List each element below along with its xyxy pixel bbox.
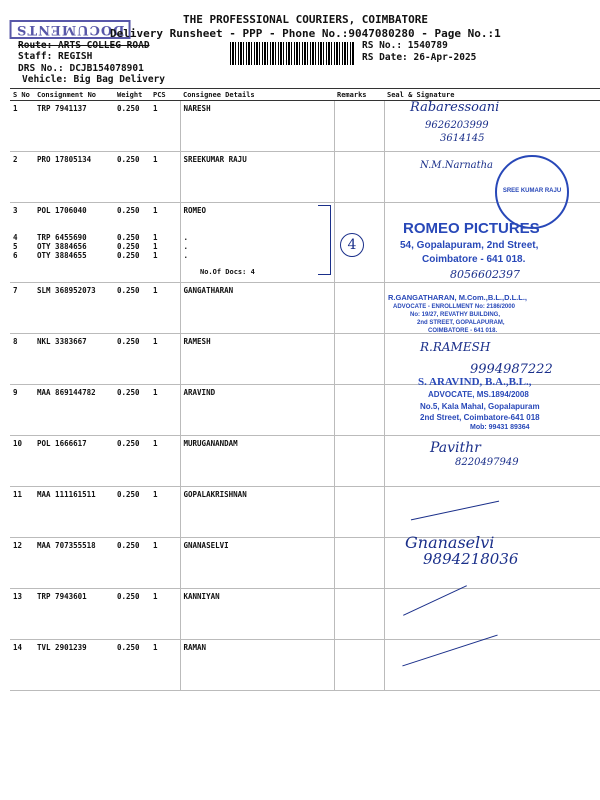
cell-remarks	[334, 334, 384, 385]
cell-consignee: MURUGANANDAM	[180, 436, 334, 487]
row-sno: 6	[13, 251, 18, 260]
cell-pcs: 1	[150, 436, 180, 487]
row-wt: 0.250	[117, 206, 140, 215]
route: Route: ARTS COLLEG ROAD	[18, 40, 150, 51]
cell-pcs: 1	[150, 101, 180, 152]
table-row	[10, 487, 600, 538]
cell-consignee: ARAVIND	[180, 385, 334, 436]
romeo-stamp-city: Coimbatore - 641 018.	[422, 254, 526, 265]
cell-signature	[384, 487, 600, 538]
col-pcs: PCS	[150, 89, 180, 101]
cell-consignee: RAMESH	[180, 334, 334, 385]
handwritten-phone: 9626203999	[425, 120, 489, 131]
cell-weight: 0.250	[114, 101, 150, 152]
handwritten-phone: 9894218036	[423, 550, 519, 568]
cell-remarks	[334, 101, 384, 152]
cell-consignee: GNANASELVI	[180, 538, 334, 589]
signature-row1: Rabaressoani	[410, 100, 500, 115]
cell-sno: 7	[10, 283, 34, 334]
cell-sno: 9	[10, 385, 34, 436]
staff: Staff: REGISH	[18, 51, 93, 62]
row-wt: 0.250	[117, 242, 140, 251]
runsheet-line: Delivery Runsheet - PPP - Phone No.:9047080280 - Page No.:1	[110, 27, 501, 40]
advocate2-stamp-line: 2nd Street, Coimbatore-641 018	[420, 413, 540, 422]
cell-weight: 0.250	[114, 283, 150, 334]
cell-consignee: NARESH	[180, 101, 334, 152]
advocate2-stamp-line: No.5, Kala Mahal, Gopalapuram	[420, 402, 540, 411]
row-wt: 0.250	[117, 233, 140, 242]
cell-consignment: POL 1666617	[34, 436, 114, 487]
advocate2-stamp-line: Mob: 99431 89364	[470, 424, 530, 431]
row-name: .	[183, 251, 189, 260]
table-row	[10, 589, 600, 640]
cell-pcs: 1	[150, 640, 180, 691]
row-sno: 5	[13, 242, 18, 251]
cell-consignee: GANGATHARAN	[180, 283, 334, 334]
romeo-stamp-name: ROMEO PICTURES	[403, 220, 540, 237]
cell-pcs: 1	[150, 334, 180, 385]
col-signature: Seal & Signature	[384, 89, 600, 101]
handwritten-note: 3614145	[440, 133, 485, 144]
cell-sno: 2	[10, 152, 34, 203]
cell-signature	[384, 589, 600, 640]
cell-pcs: 1	[150, 487, 180, 538]
cell-consignee: SREEKUMAR RAJU	[180, 152, 334, 203]
advocate-stamp-line: No: 19/27, REVATHY BUILDING,	[410, 312, 501, 318]
row-name: .	[183, 242, 189, 251]
signature-row10: Pavithr	[430, 440, 481, 456]
group-bracket	[318, 205, 331, 275]
cell-pcs	[150, 203, 180, 283]
cell-remarks	[334, 589, 384, 640]
cell-remarks	[334, 436, 384, 487]
handwritten-name: Gnanaselvi	[405, 533, 495, 552]
cell-weight: 0.250	[114, 538, 150, 589]
cell-weight: 0.250	[114, 589, 150, 640]
cell-consignment: MAA 111161511	[34, 487, 114, 538]
cell-sno: 1	[10, 101, 34, 152]
cell-sno: 8	[10, 334, 34, 385]
cell-weight: 0.250	[114, 385, 150, 436]
row-pcs: 1	[153, 233, 158, 242]
company-title: THE PROFESSIONAL COURIERS, COIMBATORE	[183, 13, 429, 26]
cell-pcs: 1	[150, 538, 180, 589]
row-pcs: 1	[153, 206, 158, 215]
cell-pcs: 1	[150, 152, 180, 203]
handwritten-phone: 9994987222	[470, 362, 553, 377]
cell-weight: 0.250	[114, 487, 150, 538]
signature-row8: R.RAMESH	[420, 340, 491, 354]
cell-weight: 0.250	[114, 152, 150, 203]
cell-weight: 0.250	[114, 436, 150, 487]
cell-consignee: RAMAN	[180, 640, 334, 691]
row-cons: TRP 6455690	[37, 233, 87, 242]
cell-sno: 11	[10, 487, 34, 538]
round-seal: SREE KUMAR RAJU	[495, 155, 569, 229]
row-name: .	[183, 233, 189, 242]
cell-weight	[114, 203, 150, 283]
cell-signature	[384, 640, 600, 691]
cell-consignment: MAA 707355518	[34, 538, 114, 589]
row-cons: OTY 3884656	[37, 242, 87, 251]
cell-consignment: NKL 3383667	[34, 334, 114, 385]
row-name: ROMEO	[183, 206, 207, 215]
row-cons: OTY 3884655	[37, 251, 87, 260]
romeo-stamp-address: 54, Gopalapuram, 2nd Street,	[400, 240, 539, 251]
cell-consignment: MAA 869144782	[34, 385, 114, 436]
col-consignment: Consignment No	[34, 89, 114, 101]
cell-consignee: GOPALAKRISHNAN	[180, 487, 334, 538]
table-row	[10, 640, 600, 691]
advocate-stamp-line: ADVOCATE - ENROLLMENT No: 2186/2000	[393, 304, 515, 310]
cell-remarks	[334, 385, 384, 436]
col-weight: Weight	[114, 89, 150, 101]
row-sno: 4	[13, 233, 18, 242]
no-of-docs: No.Of Docs: 4	[200, 268, 255, 276]
col-sno: S No	[10, 89, 34, 101]
cell-consignment: TRP 7941137	[34, 101, 114, 152]
cell-pcs: 1	[150, 283, 180, 334]
circled-count: 4	[340, 233, 364, 257]
handwritten-name: N.M.Narnatha	[420, 160, 494, 171]
cell-sno: 14	[10, 640, 34, 691]
cell-remarks	[334, 640, 384, 691]
cell-sno: 12	[10, 538, 34, 589]
cell-sno: 10	[10, 436, 34, 487]
vehicle: Vehicle: Big Bag Delivery	[22, 74, 165, 85]
cell-consignee: KANNIYAN	[180, 589, 334, 640]
cell-sno: 13	[10, 589, 34, 640]
row-pcs: 1	[153, 251, 158, 260]
documents-stamp: DOCUMENTS	[10, 20, 131, 39]
cell-remarks	[334, 152, 384, 203]
row-wt: 0.250	[117, 251, 140, 260]
cell-consignment: SLM 368952073	[34, 283, 114, 334]
advocate-stamp-line: 2nd STREET, GOPALAPURAM,	[417, 320, 505, 326]
table-row	[10, 101, 600, 152]
rs-date: RS Date: 26-Apr-2025	[362, 52, 477, 63]
col-remarks: Remarks	[334, 89, 384, 101]
rs-number: RS No.: 1540789	[362, 40, 448, 51]
cell-remarks	[334, 487, 384, 538]
cell-consignment: PRO 17805134	[34, 152, 114, 203]
cell-consignment: TVL 2901239	[34, 640, 114, 691]
barcode	[230, 42, 355, 65]
cell-weight: 0.250	[114, 334, 150, 385]
cell-consignment: TRP 7943601	[34, 589, 114, 640]
advocate-stamp-line: COIMBATORE - 641 018.	[428, 328, 498, 334]
row-pcs: 1	[153, 242, 158, 251]
cell-pcs: 1	[150, 589, 180, 640]
row-sno: 3	[13, 206, 18, 215]
cell-remarks	[334, 538, 384, 589]
cell-remarks	[334, 283, 384, 334]
cell-pcs: 1	[150, 385, 180, 436]
cell-sno	[10, 203, 34, 283]
advocate-stamp-name: R.GANGATHARAN, M.Com.,B.L.,D.L.L.,	[388, 293, 528, 302]
row-cons: POL 1706040	[37, 206, 87, 215]
handwritten-phone: 8056602397	[450, 268, 520, 281]
cell-weight: 0.250	[114, 640, 150, 691]
handwritten-phone: 8220497949	[455, 457, 519, 468]
advocate2-stamp-line: ADVOCATE, MS.1894/2008	[428, 390, 529, 399]
advocate2-stamp-name: S. ARAVIND, B.A.,B.L.,	[418, 376, 532, 388]
cell-consignment	[34, 203, 114, 283]
col-consignee: Consignee Details	[180, 89, 334, 101]
drs-number: DRS No.: DCJB154078901	[18, 63, 144, 74]
